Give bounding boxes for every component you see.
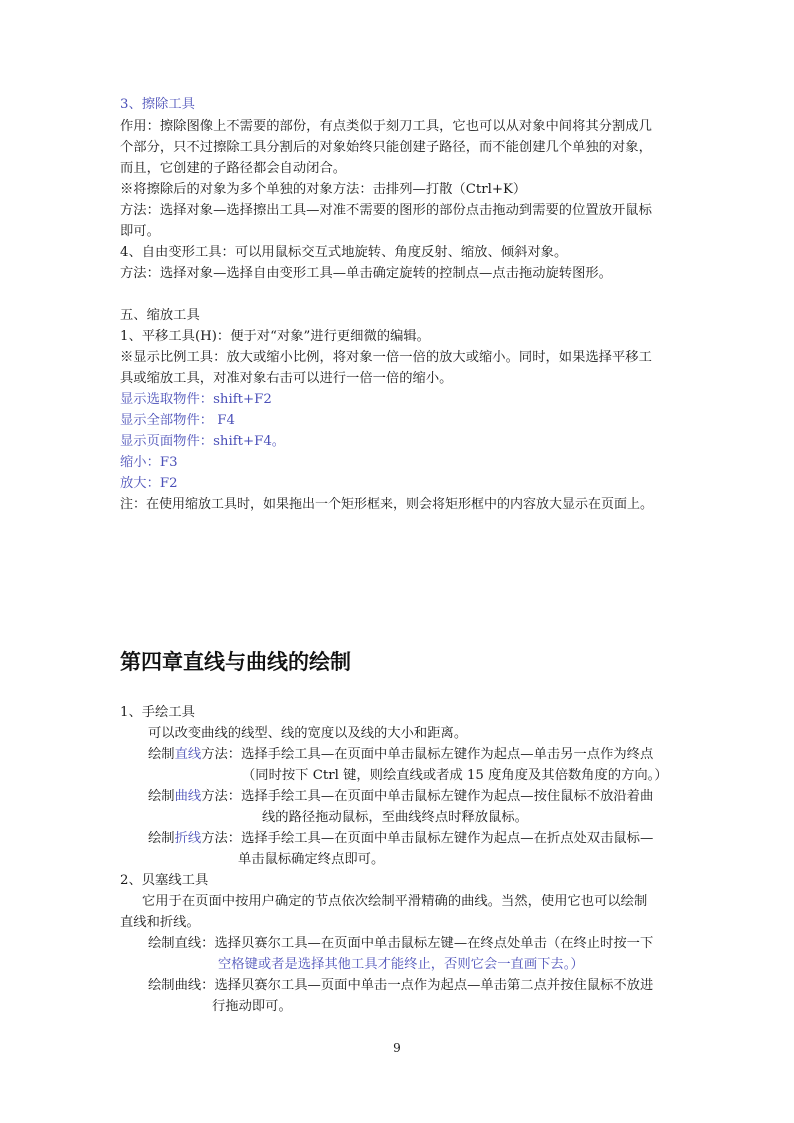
method-prefix: 绘制	[148, 789, 175, 804]
section-3-heading: 3、擦除工具	[120, 97, 195, 112]
shortcut-line: 放大：F2	[120, 476, 178, 491]
paragraph-line: 方法：选择对象—选择擦出工具—对准不需要的图形的部份点击拖动到需要的位置放开鼠标	[120, 203, 652, 218]
method-label: 方法：	[201, 747, 242, 762]
shortcut-line: 缩小：F3	[120, 455, 178, 470]
method-prefix: 绘制	[148, 747, 175, 762]
method-text: 选择手绘工具—在页面中单击鼠标左键作为起点—单击另一点作为终点	[241, 747, 654, 762]
method-label: 方法：	[201, 831, 242, 846]
paragraph-line: 个部分，只不过擦除工具分割后的对象始终只能创建子路径，而不能创建几个单独的对象，	[120, 140, 652, 155]
bezier-curve-method	[148, 976, 653, 996]
paragraph-line: 即可。	[120, 224, 160, 239]
method-text: 选择贝赛尔工具—在页面中单击鼠标左键—在终点处单击（在终止时按一下	[214, 936, 654, 951]
zoom-section-title: 五、缩放工具	[120, 308, 200, 323]
paragraph-line: 1、平移工具(H)：便于对“对象”进行更细微的编辑。	[120, 329, 430, 344]
freehand-polyline-method	[148, 829, 653, 849]
freehand-curve-method	[148, 787, 653, 807]
paragraph-line: ※显示比例工具：放大或缩小比例，将对象一倍一倍的放大或缩小。同时，如果选择平移工	[120, 350, 652, 365]
method-text: 选择手绘工具—在页面中单击鼠标左键作为起点—在折点处双击鼠标—	[241, 831, 654, 846]
method-keyword: 曲线	[174, 789, 202, 804]
bezier-line-method	[148, 934, 653, 954]
freehand-heading: 1、手绘工具	[120, 705, 195, 720]
paragraph-line: （同时按下 Ctrl 键，则绘直线或者成 15 度角度及其倍数角度的方向。）	[242, 768, 668, 783]
paragraph-line: 空格键或者是选择其他工具才能终止，否则它会一直画下去。）	[218, 957, 584, 972]
zoom-note: 注：在使用缩放工具时，如果拖出一个矩形框来，则会将矩形框中的内容放大显示在页面上。	[120, 497, 654, 512]
section-4-heading: 4、自由变形工具：可以用鼠标交互式地旋转、角度反射、缩放、倾斜对象。	[120, 245, 568, 260]
paragraph-line: 线的路径拖动鼠标，至曲线终点时释放鼠标。	[262, 810, 528, 825]
method-label: 绘制曲线：	[148, 978, 215, 993]
method-keyword: 折线	[174, 831, 202, 846]
paragraph-line: 具或缩放工具，对准对象右击可以进行一倍一倍的缩小。	[120, 371, 453, 386]
method-prefix: 绘制	[148, 831, 175, 846]
paragraph-line: 直线和折线。	[120, 915, 200, 930]
method-label: 方法：	[201, 789, 242, 804]
method-label: 绘制直线：	[148, 936, 215, 951]
page-number: 9	[393, 1041, 401, 1055]
paragraph-line: 它用于在页面中按用户确定的节点依次绘制平滑精确的曲线。当然，使用它也可以绘制	[142, 894, 648, 909]
shortcut-line: 显示选取物件：shift+F2	[120, 392, 272, 407]
chapter-title: 第四章直线与曲线的绘制	[120, 650, 351, 674]
method-keyword: 直线	[174, 747, 202, 762]
bezier-heading: 2、贝塞线工具	[120, 873, 209, 888]
paragraph-line: 可以改变曲线的线型、线的宽度以及线的大小和距离。	[148, 726, 468, 741]
method-text: 选择手绘工具—在页面中单击鼠标左键作为起点—按住鼠标不放沿着曲	[241, 789, 654, 804]
freehand-line-method	[148, 745, 653, 765]
shortcut-line: 显示页面物件：shift+F4。	[120, 434, 286, 449]
paragraph-line: 方法：选择对象—选择自由变形工具—单击确定旋转的控制点—点击拖动旋转图形。	[120, 266, 612, 281]
paragraph-line: 而且，它创建的子路径都会自动闭合。	[120, 161, 347, 176]
paragraph-line: ※将擦除后的对象为多个单独的对象方法：击排列—打散（Ctrl+K）	[120, 182, 527, 197]
method-text: 选择贝赛尔工具—页面中单击一点作为起点—单击第二点并按住鼠标不放进	[214, 978, 654, 993]
paragraph-line: 作用：擦除图像上不需要的部份，有点类似于刻刀工具，它也可以从对象中间将其分割成几	[120, 119, 652, 134]
shortcut-line: 显示全部物件： F4	[120, 413, 235, 428]
paragraph-line: 单击鼠标确定终点即可。	[238, 852, 385, 867]
paragraph-line: 行拖动即可。	[212, 999, 292, 1014]
